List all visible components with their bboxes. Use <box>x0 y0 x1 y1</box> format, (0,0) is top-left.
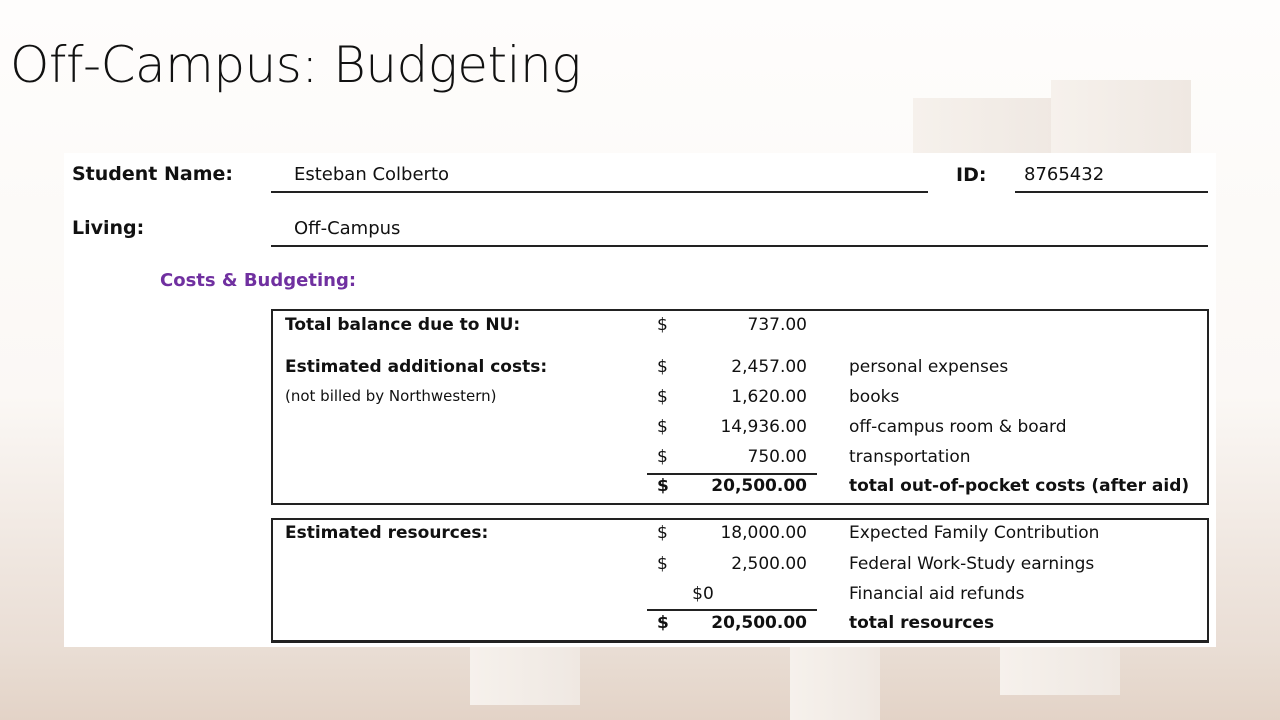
cost-amount: 1,620.00 <box>731 387 807 407</box>
currency-symbol: $ <box>657 357 668 377</box>
resources-label: Estimated resources: <box>285 523 489 543</box>
cost-amount: 750.00 <box>747 447 807 467</box>
resource-description: Federal Work-Study earnings <box>849 554 1095 574</box>
budget-worksheet <box>64 153 1216 647</box>
resources-table <box>271 518 1209 643</box>
currency-symbol: $ <box>657 387 668 407</box>
currency-symbol: $ <box>657 613 669 633</box>
section-heading: Costs & Budgeting: <box>160 270 357 291</box>
costs-total-amount: 20,500.00 <box>711 476 807 496</box>
currency-symbol: $ <box>657 554 668 574</box>
student-name-value: Esteban Colberto <box>294 164 450 185</box>
sum-line <box>647 473 817 475</box>
background-box <box>913 98 1058 158</box>
cost-row <box>273 387 1207 417</box>
balance-label: Total balance due to NU: <box>285 315 521 335</box>
resource-description: Expected Family Contribution <box>849 523 1100 543</box>
currency-symbol: $ <box>657 523 668 543</box>
cost-description: transportation <box>849 447 971 467</box>
cost-description: books <box>849 387 900 407</box>
costs-total-row <box>273 476 1207 506</box>
resources-total-amount: 20,500.00 <box>711 613 807 633</box>
balance-amount: 737.00 <box>747 315 807 335</box>
id-value: 8765432 <box>1024 164 1105 185</box>
resources-total-row <box>273 613 1207 643</box>
id-underline <box>1015 191 1208 193</box>
resource-description: Financial aid refunds <box>849 584 1025 604</box>
cost-row <box>273 417 1207 447</box>
currency-symbol: $ <box>657 417 668 437</box>
background-box <box>470 645 580 705</box>
resource-amount: 18,000.00 <box>720 523 807 543</box>
cost-description: personal expenses <box>849 357 1009 377</box>
cost-row <box>273 357 1207 387</box>
cost-amount: 2,457.00 <box>731 357 807 377</box>
sum-line <box>647 609 817 611</box>
resource-amount: 2,500.00 <box>731 554 807 574</box>
cost-description: off-campus room & board <box>849 417 1067 437</box>
background-box <box>1051 80 1191 160</box>
balance-row <box>273 315 1207 345</box>
cost-amount: 14,936.00 <box>720 417 807 437</box>
currency-symbol: $ <box>657 476 669 496</box>
living-underline <box>271 245 1208 247</box>
additional-costs-label: Estimated additional costs: <box>285 357 548 377</box>
slide-title: Off-Campus: Budgeting <box>10 36 581 94</box>
student-name-underline <box>271 191 928 193</box>
background-box <box>790 645 880 720</box>
resource-amount: $0 <box>692 584 714 604</box>
living-value: Off-Campus <box>294 218 401 239</box>
student-name-label: Student Name: <box>72 163 234 185</box>
currency-symbol: $ <box>657 315 668 335</box>
resources-total-description: total resources <box>849 613 995 633</box>
currency-symbol: $ <box>657 447 668 467</box>
additional-costs-note: (not billed by Northwestern) <box>285 387 497 405</box>
resource-row <box>273 554 1207 584</box>
costs-table <box>271 309 1209 505</box>
costs-total-description: total out-of-pocket costs (after aid) <box>849 476 1190 496</box>
id-label: ID: <box>956 164 987 186</box>
resource-row <box>273 523 1207 553</box>
living-label: Living: <box>72 217 145 239</box>
background-box <box>1000 645 1120 695</box>
